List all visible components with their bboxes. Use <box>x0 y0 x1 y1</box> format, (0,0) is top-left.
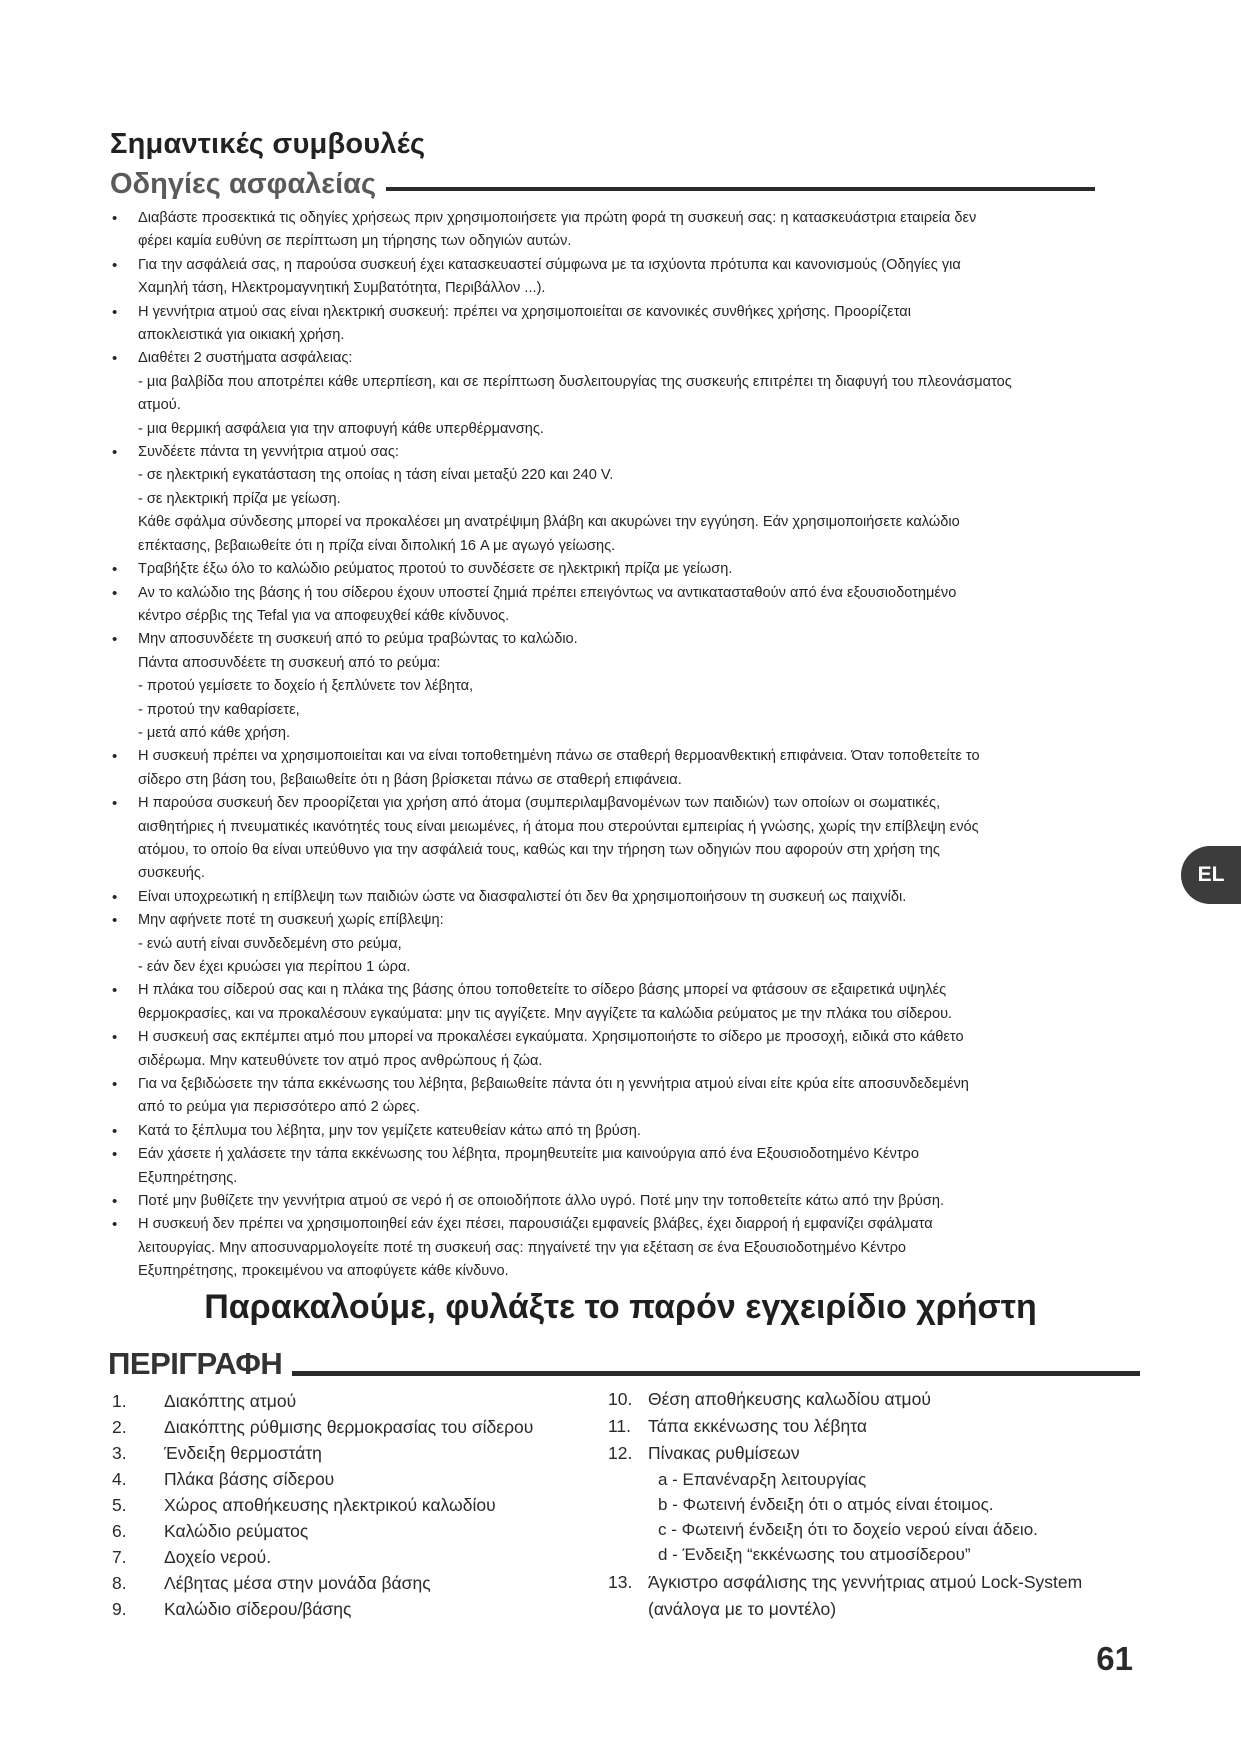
panel-sub-item: c - Φωτεινή ένδειξη ότι το δοχείο νερού είναι άδειο. <box>658 1520 1038 1539</box>
safety-line: • Διαβάστε προσεκτικά τις οδηγίες χρήσεως πριν χρησιμοποιήσετε για πρώτη φορά τη συσκευή σας: η κατασκευάστρια εταιρεία δεν <box>138 210 977 226</box>
part-item: 3. Ένδειξη θερμοστάτη <box>112 1443 322 1463</box>
safety-line: θερμοκρασίες, και να προκαλέσουν εγκαύματα: μην τις αγγίζετε. Μην αγγίζετε τα καλώδια ρεύματος με την πλάκα του σίδερου. <box>138 1005 953 1022</box>
safety-line: • Διαθέτει 2 συστήματα ασφάλειας: <box>138 350 353 367</box>
safety-item <box>110 441 1090 558</box>
safety-item <box>110 1026 1090 1073</box>
part-item: 5. Χώρος αποθήκευσης ηλεκτρικού καλωδίου <box>112 1495 496 1515</box>
safety-line: • Μην αφήνετε ποτέ τη συσκευή χωρίς επίβλεψη: <box>138 912 444 929</box>
safety-line: • Μην αποσυνδέετε τη συσκευή από το ρεύμα τραβώντας το καλώδιο. <box>138 631 578 648</box>
safety-line: - μετά από κάθε χρήση. <box>138 724 291 741</box>
safety-line: • Εάν χάσετε ή χαλάσετε την τάπα εκκένωσης του λέβητα, προμηθευτείτε μια καινούργια από ένα Εξουσιοδοτημένο Κέντρο <box>138 1146 919 1163</box>
description-heading: ΠΕΡΙΓΡΑΦΗ <box>108 1346 283 1381</box>
safety-item <box>110 1120 1090 1143</box>
safety-line: - σε ηλεκτρική πρίζα με γείωση. <box>138 490 341 507</box>
safety-item <box>110 886 1090 909</box>
description-heading-row <box>108 1346 1140 1382</box>
page-number: 61 <box>1096 1640 1133 1677</box>
heading-rule <box>386 187 1095 191</box>
safety-line: - μια βαλβίδα που αποτρέπει κάθε υπερπίεση, και σε περίπτωση δυσλειτουργίας της συσκευής επιτρέπει τη διαφυγή του πλεονάσματος <box>138 373 1012 390</box>
safety-item <box>110 558 1090 581</box>
safety-item <box>110 1143 1090 1190</box>
safety-line: • Είναι υποχρεωτική η επίβλεψη των παιδιών ώστε να διασφαλιστεί ότι δεν θα χρησιμοποιήσουν τη συσκευή ως παιχνίδι. <box>138 888 907 905</box>
part-item: 11. Τάπα εκκένωσης του λέβητα <box>608 1416 867 1436</box>
safety-item <box>110 792 1090 886</box>
safety-line: • Τραβήξτε έξω όλο το καλώδιο ρεύματος προτού το συνδέσετε σε ηλεκτρική πρίζα με γείωση. <box>138 561 733 578</box>
part-item: 12. Πίνακας ρυθμίσεων <box>608 1443 800 1463</box>
safety-item <box>110 909 1090 979</box>
safety-line: σιδέρωμα. Μην κατευθύνετε τον ατμό προς ανθρώπους ή ζώα. <box>138 1052 543 1069</box>
page-title: Σημαντικές συμβουλές <box>110 128 426 160</box>
subtitle-row <box>110 168 1095 201</box>
safety-line: • Η πλάκα του σίδερού σας και η πλάκα της βάσης όπου τοποθετείτε το σίδερο βάσης μπορεί να φτάσουν σε εξαιρετικά υψηλές <box>138 982 947 999</box>
parts-list-right <box>608 1386 1148 1623</box>
safety-item <box>110 1073 1090 1120</box>
part-item: 7. Δοχείο νερού. <box>112 1547 272 1567</box>
safety-line: • Αν το καλώδιο της βάσης ή του σίδερου έχουν υποστεί ζημιά πρέπει επειγόντως να αντικατασταθούν από ένα εξουσιοδοτημένο <box>138 584 957 601</box>
safety-line: - σε ηλεκτρική εγκατάσταση της οποίας η τάση είναι μεταξύ 220 και 240 V. <box>138 467 614 484</box>
manual-notice: Παρακαλούμε, φυλάξτε το παρόν εγχειρίδιο χρήστη <box>204 1288 1037 1326</box>
safety-item <box>110 254 1090 301</box>
part-item: 9. Καλώδιο σίδερου/βάσης <box>112 1599 352 1619</box>
part-item: 8. Λέβητας μέσα στην μονάδα βάσης <box>112 1573 431 1593</box>
safety-line: • Η συσκευή δεν πρέπει να χρησιμοποιηθεί εάν έχει πέσει, παρουσιάζει εμφανείς βλάβες, έχει διαρροή ή εμφανίζει σφάλματα <box>138 1216 933 1233</box>
safety-line: αισθητήριες ή πνευματικές ικανότητές τους είναι μειωμένες, ή άτομα που στερούνται εμπειρίας ή γνώσης, χωρίς την επίβλεψη ενός <box>138 818 979 835</box>
safety-line: • Ποτέ μην βυθίζετε την γεννήτρια ατμού σε νερό ή σε οποιοδήποτε άλλο υγρό. Ποτέ μην την τοποθετείτε κάτω από την βρύση. <box>138 1193 945 1210</box>
part-item: 13. Άγκιστρο ασφάλισης της γεννήτριας ατμού Lock-System (ανάλογα με το μοντέλο) <box>608 1572 1083 1619</box>
safety-item <box>110 1190 1090 1213</box>
safety-line: Εξυπηρέτησης. <box>138 1169 238 1186</box>
safety-line: - προτού την καθαρίσετε, <box>138 701 300 718</box>
section-subtitle: Οδηγίες ασφαλείας <box>110 168 377 200</box>
safety-item <box>110 347 1090 441</box>
safety-line: επέκτασης, βεβαιωθείτε ότι η πρίζα είναι διπολική 16 A με αγωγό γείωσης. <box>138 537 616 554</box>
description-rule <box>292 1371 1140 1376</box>
safety-line: • Η παρούσα συσκευή δεν προορίζεται για χρήση από άτομα (συμπεριλαμβανομένων των παιδιών) των οποίων οι σωματικές, <box>138 795 941 812</box>
panel-sub-item: a - Επανέναρξη λειτουργίας <box>658 1470 867 1489</box>
safety-line: • Συνδέετε πάντα τη γεννήτρια ατμού σας: <box>138 444 399 461</box>
safety-line: σίδερο στη βάση του, βεβαιωθείτε ότι η βάση βρίσκεται πάνω σε σταθερή επιφάνεια. <box>138 771 682 788</box>
safety-item <box>110 745 1090 792</box>
safety-item <box>110 301 1090 348</box>
safety-line: λειτουργίας. Μην αποσυναρμολογείτε ποτέ τη συσκευή σας: πηγαίνετέ την για εξέταση σε ένα Εξουσιοδοτημένο Κέντρο <box>138 1239 907 1256</box>
safety-line: ατόμου, το οποίο θα είναι υπεύθυνο για την ασφάλειά τους, καθώς και την τήρηση των οδηγιών που αφορούν στη χρήση της <box>138 841 940 858</box>
panel-sub-item: d - Ένδειξη “εκκένωσης του ατμοσίδερου” <box>658 1545 971 1564</box>
panel-sub-item: b - Φωτεινή ένδειξη ότι ο ατμός είναι έτοιμος. <box>658 1495 994 1514</box>
safety-line: Χαμηλή τάση, Ηλεκτρομαγνητική Συμβατότητα, Περιβάλλον ...). <box>138 280 546 297</box>
safety-line: • Κατά το ξέπλυμα του λέβητα, μην τον γεμίζετε κατευθείαν κάτω από τη βρύση. <box>138 1122 641 1139</box>
safety-line: - μια θερμική ασφάλεια για την αποφυγή κάθε υπερθέρμανσης. <box>138 420 544 437</box>
part-item: 6. Καλώδιο ρεύματος <box>112 1521 309 1541</box>
part-item: 1. Διακόπτης ατμού <box>112 1391 297 1411</box>
safety-line: - ενώ αυτή είναι συνδεδεμένη στο ρεύμα, <box>138 935 402 952</box>
safety-line: από το ρεύμα για περισσότερο από 2 ώρες. <box>138 1099 421 1116</box>
panel-sublist <box>648 1467 1038 1567</box>
parts-list-left <box>112 1388 592 1622</box>
safety-line: αποκλειστικά για οικιακή χρήση. <box>138 327 345 344</box>
safety-line: ατμού. <box>138 397 181 414</box>
safety-item <box>110 1213 1090 1283</box>
safety-item <box>110 207 1090 254</box>
part-item: 2. Διακόπτης ρύθμισης θερμοκρασίας του σίδερου <box>112 1417 534 1437</box>
safety-instructions <box>110 207 1090 1284</box>
safety-item <box>110 628 1090 745</box>
safety-line: Εξυπηρέτησης, προκειμένου να αποφύγετε κάθε κίνδυνο. <box>138 1263 509 1280</box>
safety-line: κέντρο σέρβις της Tefal για να αποφευχθεί κάθε κίνδυνος. <box>138 607 510 624</box>
safety-line: - εάν δεν έχει κρυώσει για περίπου 1 ώρα. <box>138 959 411 975</box>
safety-line: • Η συσκευή πρέπει να χρησιμοποιείται και να είναι τοποθετημένη πάνω σε σταθερή θερμοανθεκτική επιφάνεια. Όταν τοποθετείτε το <box>138 748 980 765</box>
safety-line: • Η γεννήτρια ατμού σας είναι ηλεκτρική συσκευή: πρέπει να χρησιμοποιείται σε κανονικές συνθήκες χρήσης. Προορίζεται <box>138 303 911 320</box>
safety-line: - προτού γεμίσετε το δοχείο ή ξεπλύνετε τον λέβητα, <box>138 678 474 695</box>
safety-line: Πάντα αποσυνδέετε τη συσκευή από το ρεύμα: <box>138 654 441 671</box>
safety-line: φέρει καμία ευθύνη σε περίπτωση μη τήρησης των οδηγιών αυτών. <box>138 233 572 250</box>
panel-sub-items <box>608 1467 1148 1567</box>
safety-line: • Για την ασφάλειά σας, η παρούσα συσκευή έχει κατασκευαστεί σύμφωνα με τα ισχύοντα πρότυπα και κανονισμούς (Οδηγίες για <box>138 256 961 273</box>
part-item: 10. Θέση αποθήκευσης καλωδίου ατμού <box>608 1389 931 1409</box>
safety-line: Κάθε σφάλμα σύνδεσης μπορεί να προκαλέσει μη ανατρέψιμη βλάβη και ακυρώνει την εγγύηση. Εάν χρησιμοποιήσετε καλώδιο <box>138 514 960 531</box>
language-tab: EL <box>1181 846 1241 904</box>
safety-item <box>110 582 1090 629</box>
safety-line: • Η συσκευή σας εκπέμπει ατμό που μπορεί να προκαλέσει εγκαύματα. Χρησιμοποιήστε το σίδερο με προσοχή, ειδικά στο κάθετο <box>138 1029 964 1046</box>
part-item: 4. Πλάκα βάσης σίδερου <box>112 1469 335 1489</box>
safety-line: συσκευής. <box>138 865 205 882</box>
safety-line: • Για να ξεβιδώσετε την τάπα εκκένωσης του λέβητα, βεβαιωθείτε πάντα ότι η γεννήτρια ατμού είναι είτε κρύα είτε αποσυνδεδεμένη <box>138 1076 969 1093</box>
safety-item <box>110 979 1090 1026</box>
